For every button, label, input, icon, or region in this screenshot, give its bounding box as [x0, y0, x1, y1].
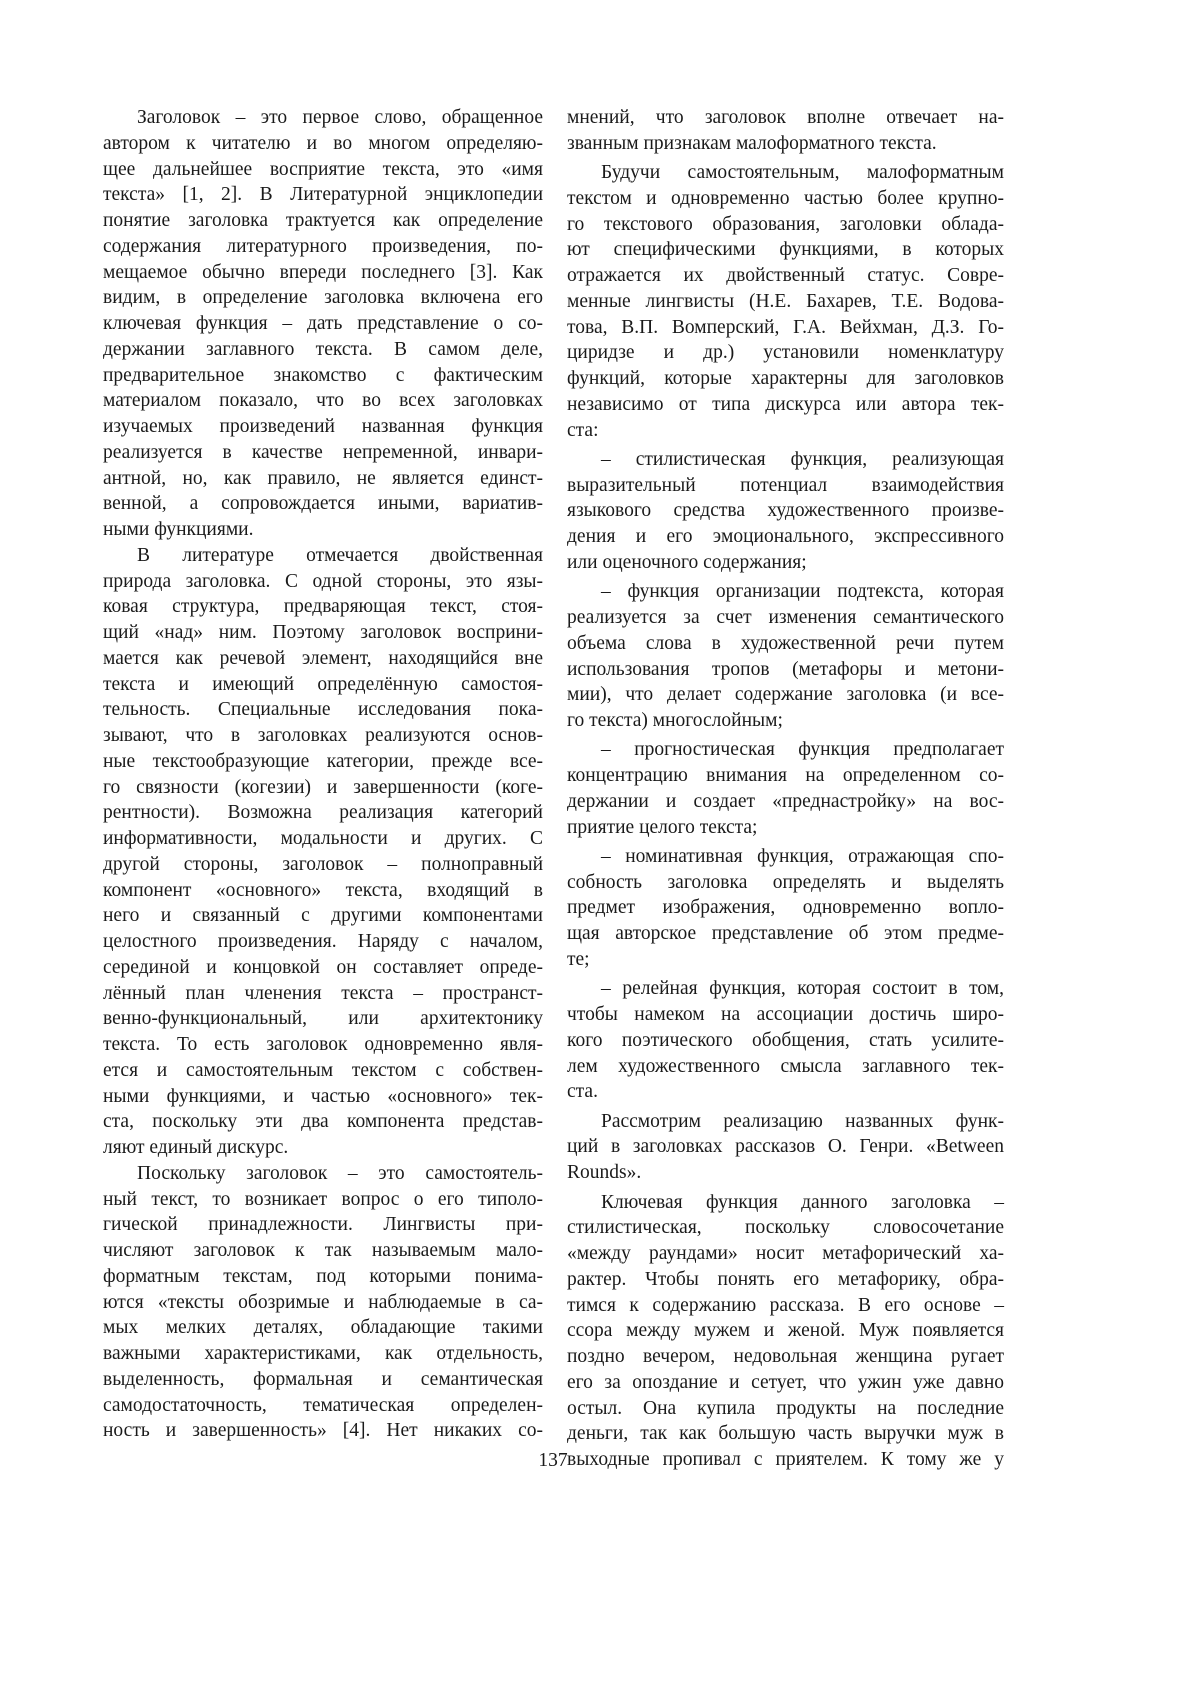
text-line: тимся к содержанию рассказа. В его основе –	[567, 1293, 1004, 1319]
page-number: 137	[0, 1450, 1106, 1472]
text-line: ста:	[567, 418, 1004, 444]
text-line: ковая структура, предваряющая текст, стоя-	[103, 594, 543, 620]
paragraph	[567, 844, 1004, 973]
text-line: го текстового образования, заголовки облада-	[567, 212, 1004, 238]
text-line: ется и самостоятельным текстом с собствен-	[103, 1058, 543, 1084]
text-line: ный текст, то возникает вопрос о его типоло-	[103, 1187, 543, 1213]
text-line: или оценочного содержания;	[567, 550, 1004, 576]
text-line: тельность. Специальные исследования пока-	[103, 697, 543, 723]
text-line: держании заглавного текста. В самом деле,	[103, 337, 543, 363]
paragraph	[103, 543, 543, 1161]
text-line: венной, а сопровождается иными, вариатив-	[103, 491, 543, 517]
text-line: мии), что делает содержание заголовка (и все-	[567, 682, 1004, 708]
text-line: щее дальнейшее восприятие текста, это «имя	[103, 157, 543, 183]
text-line: текстом и одновременно частью более крупно-	[567, 186, 1004, 212]
text-line: мещаемое обычно впереди последнего [3]. Как	[103, 260, 543, 286]
text-line: деньги, так как большую часть выручки муж в	[567, 1421, 1004, 1447]
text-line: мых мелких деталях, обладающие такими	[103, 1315, 543, 1341]
text-line: собность заголовка определять и выделять	[567, 870, 1004, 896]
text-line: Rounds».	[567, 1160, 1004, 1186]
paragraph	[103, 105, 543, 543]
text-line: го связности (когезии) и завершенности (коге-	[103, 775, 543, 801]
text-line: текста и имеющий определённую самостоя-	[103, 672, 543, 698]
paragraph	[567, 105, 1004, 157]
text-line: – функция организации подтекста, которая	[567, 579, 1004, 605]
text-line: рентности). Возможна реализация категорий	[103, 800, 543, 826]
text-line: материалом показало, что во всех заголовках	[103, 388, 543, 414]
text-line: антной, но, как правило, не является единст-	[103, 466, 543, 492]
text-line: ляют единый дискурс.	[103, 1135, 543, 1161]
text-line: – прогностическая функция предполагает	[567, 737, 1004, 763]
text-line: лённый план членения текста – пространст-	[103, 981, 543, 1007]
paragraph	[567, 160, 1004, 443]
text-line: ными функциями.	[103, 517, 543, 543]
text-line: това, В.П. Вомперский, Г.А. Вейхман, Д.З. Го-	[567, 315, 1004, 341]
text-line: – номинативная функция, отражающая спо-	[567, 844, 1004, 870]
paragraph	[567, 1109, 1004, 1186]
paragraph	[567, 1190, 1004, 1473]
text-line: держании и создает «преднастройку» на вос-	[567, 789, 1004, 815]
text-line: него и связанный с другими компонентами	[103, 903, 543, 929]
text-line: целостного произведения. Наряду с началом,	[103, 929, 543, 955]
text-line: изучаемых произведений названная функция	[103, 414, 543, 440]
text-line: функций, которые характерны для заголовков	[567, 366, 1004, 392]
text-line: гической принадлежности. Лингвисты при-	[103, 1212, 543, 1238]
text-line: дения и его эмоционального, экспрессивного	[567, 524, 1004, 550]
text-line: компонент «основного» текста, входящий в	[103, 878, 543, 904]
text-line: поздно вечером, недовольная женщина ругает	[567, 1344, 1004, 1370]
text-line: – релейная функция, которая состоит в том,	[567, 976, 1004, 1002]
text-line: кого поэтического обобщения, стать усилите-	[567, 1028, 1004, 1054]
text-line: те;	[567, 947, 1004, 973]
text-line: реализуется за счет изменения семантического	[567, 605, 1004, 631]
text-line: природа заголовка. С одной стороны, это язы-	[103, 569, 543, 595]
text-line: мнений, что заголовок вполне отвечает на-	[567, 105, 1004, 131]
text-line: венно-функциональный, или архитектонику	[103, 1006, 543, 1032]
text-line: щий «над» ним. Поэтому заголовок восприни-	[103, 620, 543, 646]
left-column	[103, 105, 543, 1444]
text-line: ссора между мужем и женой. Муж появляется	[567, 1318, 1004, 1344]
text-line: остыл. Она купила продукты на последние	[567, 1396, 1004, 1422]
text-line: ста.	[567, 1079, 1004, 1105]
right-column	[567, 105, 1004, 1473]
text-line: «между раундами» носит метафорический ха-	[567, 1241, 1004, 1267]
text-line: текста» [1, 2]. В Литературной энциклопедии	[103, 182, 543, 208]
text-line: автором к читателю и во многом определяю-	[103, 131, 543, 157]
text-line: рактер. Чтобы понять его метафорику, обра-	[567, 1267, 1004, 1293]
text-line: ные текстообразующие категории, прежде все-	[103, 749, 543, 775]
text-line: Заголовок – это первое слово, обращенное	[103, 105, 543, 131]
text-line: циридзе и др.) установили номенклатуру	[567, 340, 1004, 366]
text-line: языкового средства художественного произве-	[567, 498, 1004, 524]
text-line: концентрацию внимания на определенном со-	[567, 763, 1004, 789]
text-line: выделенность, формальная и семантическая	[103, 1367, 543, 1393]
text-line: В литературе отмечается двойственная	[103, 543, 543, 569]
text-line: зывают, что в заголовках реализуются основ-	[103, 723, 543, 749]
text-line: предварительное знакомство с фактическим	[103, 363, 543, 389]
text-line: объема слова в художественной речи путем	[567, 631, 1004, 657]
text-line: выходные пропивал с приятелем. К тому же у	[567, 1447, 1004, 1473]
text-line: стилистическая, поскольку словосочетание	[567, 1215, 1004, 1241]
text-line: ключевая функция – дать представление о со-	[103, 311, 543, 337]
text-line: чтобы намеком на ассоциации достичь широ-	[567, 1002, 1004, 1028]
text-line: самодостаточность, тематическая определен-	[103, 1393, 543, 1419]
paragraph	[567, 447, 1004, 576]
text-line: независимо от типа дискурса или автора тек-	[567, 392, 1004, 418]
text-line: ста, поскольку эти два компонента представ-	[103, 1109, 543, 1135]
text-line: его за опоздание и сетует, что ужин уже давно	[567, 1370, 1004, 1396]
text-line: информативности, модальности и других. С	[103, 826, 543, 852]
text-line: видим, в определение заголовка включена его	[103, 285, 543, 311]
text-line: важными характеристиками, как отдельность,	[103, 1341, 543, 1367]
paragraph	[567, 579, 1004, 734]
text-line: лем художественного смысла заглавного тек-	[567, 1054, 1004, 1080]
text-line: – стилистическая функция, реализующая	[567, 447, 1004, 473]
text-line: текста. То есть заголовок одновременно явля-	[103, 1032, 543, 1058]
text-line: понятие заголовка трактуется как определение	[103, 208, 543, 234]
paragraph	[567, 976, 1004, 1105]
text-line: Поскольку заголовок – это самостоятель-	[103, 1161, 543, 1187]
text-line: форматным текстам, под которыми понима-	[103, 1264, 543, 1290]
paragraph	[103, 1161, 543, 1444]
text-line: Будучи самостоятельным, малоформатным	[567, 160, 1004, 186]
text-line: ными функциями, и частью «основного» тек-	[103, 1084, 543, 1110]
text-line: мается как речевой элемент, находящийся вне	[103, 646, 543, 672]
text-line: приятие целого текста;	[567, 815, 1004, 841]
text-line: званным признакам малоформатного текста.	[567, 131, 1004, 157]
text-line: ность и завершенность» [4]. Нет никаких со-	[103, 1418, 543, 1444]
text-line: предмет изображения, одновременно вопло-	[567, 895, 1004, 921]
text-line: содержания литературного произведения, по-	[103, 234, 543, 260]
text-line: ют специфическими функциями, в которых	[567, 237, 1004, 263]
text-line: менные лингвисты (Н.Е. Бахарев, Т.Е. Водова-	[567, 289, 1004, 315]
paragraph	[567, 737, 1004, 840]
text-line: числяют заголовок к так называемым мало-	[103, 1238, 543, 1264]
text-line: использования тропов (метафоры и метони-	[567, 657, 1004, 683]
text-line: щая авторское представление об этом предме-	[567, 921, 1004, 947]
text-line: серединой и концовкой он составляет опреде-	[103, 955, 543, 981]
text-line: Рассмотрим реализацию названных функ-	[567, 1109, 1004, 1135]
text-line: ются «тексты обозримые и наблюдаемые в са-	[103, 1290, 543, 1316]
text-line: го текста) многослойным;	[567, 708, 1004, 734]
text-line: ций в заголовках рассказов О. Генри. «Between	[567, 1134, 1004, 1160]
text-line: отражается их двойственный статус. Совре-	[567, 263, 1004, 289]
text-line: другой стороны, заголовок – полноправный	[103, 852, 543, 878]
text-line: реализуется в качестве непременной, инвари-	[103, 440, 543, 466]
text-line: Ключевая функция данного заголовка –	[567, 1190, 1004, 1216]
text-line: выразительный потенциал взаимодействия	[567, 473, 1004, 499]
